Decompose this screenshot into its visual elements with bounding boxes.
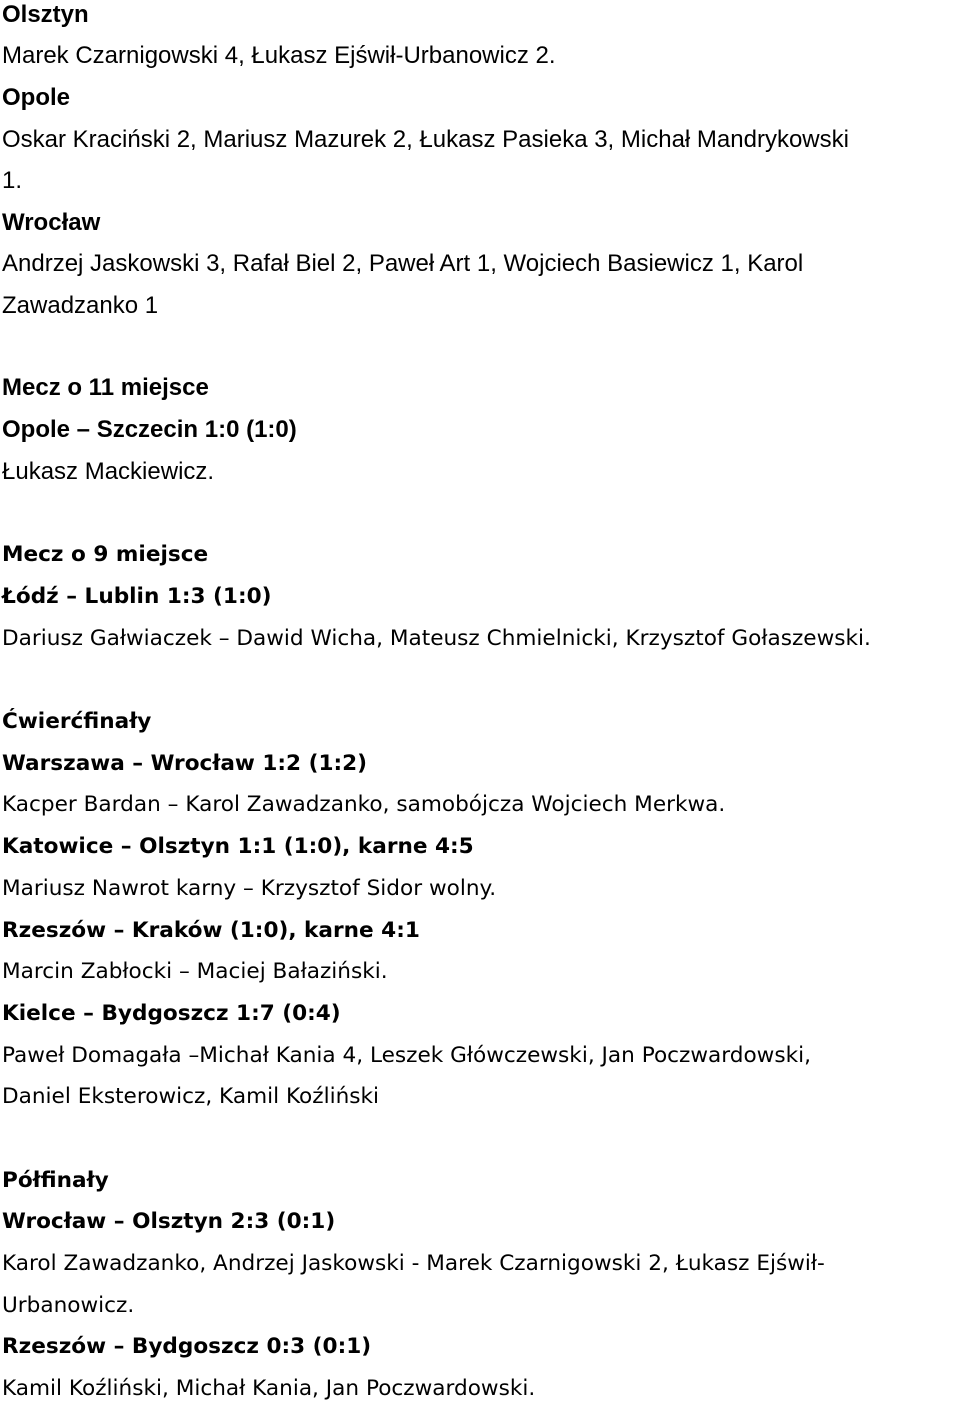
match-scorers: Mariusz Nawrot karny – Krzysztof Sidor wolny. (2, 876, 497, 901)
match-scorers: Kacper Bardan – Karol Zawadzanko, samobójcza Wojciech Merkwa. (2, 792, 726, 817)
scorers-olsztyn: Marek Czarnigowski 4, Łukasz Ejświł-Urbanowicz 2. (2, 42, 556, 69)
team-heading-olsztyn: Olsztyn (2, 1, 89, 28)
match-scorers-line1: Karol Zawadzanko, Andrzej Jaskowski - Marek Czarnigowski 2, Łukasz Ejświł- (2, 1251, 825, 1276)
match-scorers-line2: Daniel Eksterowicz, Kamil Koźliński (2, 1084, 380, 1109)
section-heading-match-11: Mecz o 11 miejsce (2, 374, 209, 401)
match-scorers: Marcin Zabłocki – Maciej Bałaziński. (2, 959, 388, 984)
match-result: Łódź – Lublin 1:3 (1:0) (2, 584, 272, 609)
scorers-opole-line2: 1. (2, 167, 23, 194)
match-scorers-line2: Urbanowicz. (2, 1293, 135, 1318)
match-scorers: Łukasz Mackiewicz. (2, 458, 215, 485)
match-result: Kielce – Bydgoszcz 1:7 (0:4) (2, 1001, 341, 1026)
match-result: Warszawa – Wrocław 1:2 (1:2) (2, 751, 368, 776)
match-result: Katowice – Olsztyn 1:1 (1:0), karne 4:5 (2, 834, 474, 859)
scorers-wroclaw-line1: Andrzej Jaskowski 3, Rafał Biel 2, Paweł Art 1, Wojciech Basiewicz 1, Karol (2, 250, 804, 277)
section-heading-quarterfinals: Ćwierćfinały (2, 709, 152, 734)
team-heading-wroclaw: Wrocław (2, 209, 101, 236)
match-result: Rzeszów – Kraków (1:0), karne 4:1 (2, 918, 420, 943)
match-result: Rzeszów – Bydgoszcz 0:3 (0:1) (2, 1334, 372, 1359)
team-heading-opole: Opole (2, 84, 71, 111)
section-heading-match-9: Mecz o 9 miejsce (2, 542, 209, 567)
section-heading-semifinals: Półfinały (2, 1168, 109, 1193)
match-result: Wrocław – Olsztyn 2:3 (0:1) (2, 1209, 336, 1234)
scorers-opole-line1: Oskar Kraciński 2, Mariusz Mazurek 2, Łukasz Pasieka 3, Michał Mandrykowski (2, 126, 849, 153)
match-scorers: Kamil Koźliński, Michał Kania, Jan Poczwardowski. (2, 1376, 536, 1401)
scorers-wroclaw-line2: Zawadzanko 1 (2, 292, 159, 319)
match-result: Opole – Szczecin 1:0 (1:0) (2, 416, 297, 443)
match-scorers-line1: Paweł Domagała –Michał Kania 4, Leszek Główczewski, Jan Poczwardowski, (2, 1043, 811, 1068)
match-scorers: Dariusz Gałwiaczek – Dawid Wicha, Mateusz Chmielnicki, Krzysztof Gołaszewski. (2, 626, 871, 651)
